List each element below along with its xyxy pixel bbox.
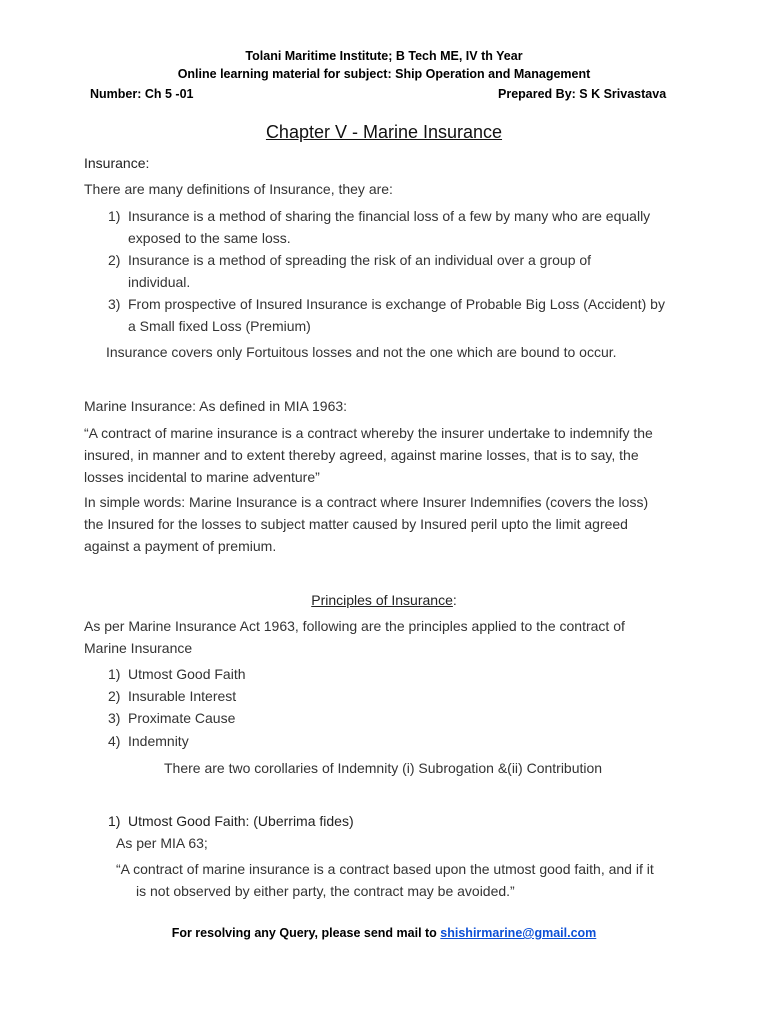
marine-quote-line: insured, in manner and to extent thereby agreed, against marine losses, that is to say, the bbox=[84, 447, 639, 463]
marine-defined-label: Marine Insurance: As defined in MIA 1963: bbox=[84, 398, 348, 414]
principles-heading-colon: : bbox=[452, 592, 457, 608]
definition-number: 1) bbox=[108, 208, 121, 224]
insurance-intro: There are many definitions of Insurance, they are: bbox=[84, 181, 393, 197]
utmost-heading: Utmost Good Faith: (Uberrima fides) bbox=[128, 813, 354, 829]
principle-number: 2) bbox=[108, 688, 121, 704]
fortuitous-note: Insurance covers only Fortuitous losses and not the one which are bound to occur. bbox=[106, 344, 617, 360]
principle-number: 3) bbox=[108, 710, 121, 726]
utmost-quote-line: is not observed by either party, the contract may be avoided.” bbox=[136, 883, 515, 899]
principle-item: Insurable Interest bbox=[128, 688, 237, 704]
definition-number: 2) bbox=[108, 252, 121, 268]
header-number: Number: Ch 5 -01 bbox=[90, 87, 194, 101]
principle-item: Indemnity bbox=[128, 733, 189, 749]
definition-text: individual. bbox=[128, 274, 191, 290]
simple-words-line: against a payment of premium. bbox=[84, 538, 277, 554]
principle-number: 4) bbox=[108, 733, 121, 749]
footer-text: For resolving any Query, please send mail to bbox=[171, 926, 441, 940]
principle-item: Proximate Cause bbox=[128, 710, 236, 726]
principles-intro-line: As per Marine Insurance Act 1963, following are the principles applied to the contract of bbox=[84, 618, 625, 634]
utmost-as-per: As per MIA 63; bbox=[116, 835, 208, 851]
definition-text: Insurance is a method of sharing the financial loss of a few by many who are equally bbox=[128, 208, 651, 224]
footer-email-link[interactable]: shishirmarine@gmail.com bbox=[440, 926, 597, 940]
footer bbox=[0, 926, 768, 940]
marine-quote-line: losses incidental to marine adventure” bbox=[84, 469, 320, 485]
principles-intro-line: Marine Insurance bbox=[84, 640, 193, 656]
definition-text: Insurance is a method of spreading the risk of an individual over a group of bbox=[128, 252, 592, 268]
simple-words-line: In simple words: Marine Insurance is a contract where Insurer Indemnifies (covers the loss) bbox=[84, 494, 649, 510]
definition-number: 3) bbox=[108, 296, 121, 312]
header-institute: Tolani Maritime Institute; B Tech ME, IV th Year bbox=[245, 49, 523, 63]
chapter-title: Chapter V - Marine Insurance bbox=[265, 122, 503, 142]
principles-heading-text: Principles of Insurance bbox=[311, 592, 453, 608]
utmost-number: 1) bbox=[108, 813, 121, 829]
corollaries-note: There are two corollaries of Indemnity (i) Subrogation &(ii) Contribution bbox=[164, 760, 603, 776]
insurance-heading: Insurance: bbox=[84, 155, 150, 171]
utmost-quote-line: “A contract of marine insurance is a contract based upon the utmost good faith, and if it bbox=[116, 861, 654, 877]
definition-text: a Small fixed Loss (Premium) bbox=[128, 318, 311, 334]
marine-quote-line: “A contract of marine insurance is a contract whereby the insurer undertake to indemnify the bbox=[84, 425, 653, 441]
definition-text: exposed to the same loss. bbox=[128, 230, 291, 246]
header-prepared-by: Prepared By: S K Srivastava bbox=[498, 87, 667, 101]
principle-number: 1) bbox=[108, 666, 121, 682]
definition-text: From prospective of Insured Insurance is exchange of Probable Big Loss (Accident) by bbox=[128, 296, 665, 312]
simple-words-line: the Insured for the losses to subject matter caused by Insured peril upto the limit agreed bbox=[84, 516, 628, 532]
principles-heading bbox=[0, 589, 768, 611]
principle-item: Utmost Good Faith bbox=[128, 666, 246, 682]
header-subject: Online learning material for subject: Ship Operation and Management bbox=[177, 67, 591, 81]
